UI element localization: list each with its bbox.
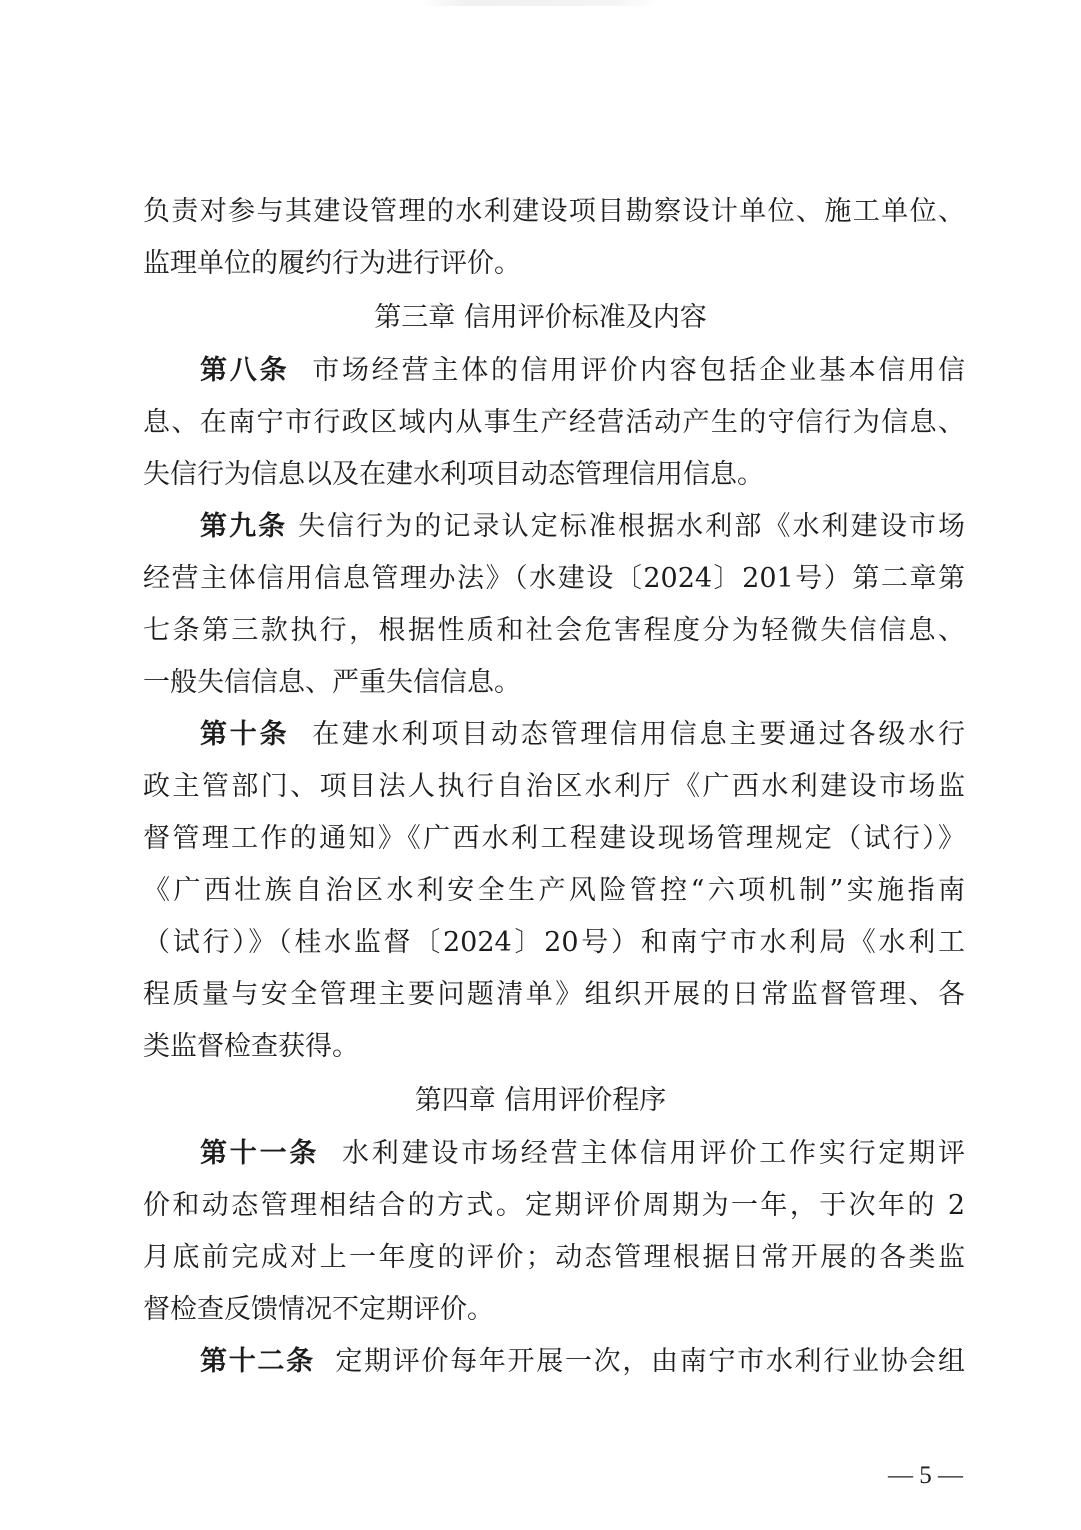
article-label: 第十二条: [200, 1346, 315, 1377]
article-first-line: 第十一条 水利建设市场经营主体信用评价工作实行定期评: [200, 1138, 966, 1169]
chapter-heading: 第三章 信用评价标准及内容: [374, 302, 707, 333]
article-label: 第十条: [200, 719, 290, 750]
paragraph-line: 失信行为信息以及在建水利项目动态管理信用信息。: [143, 459, 764, 490]
paragraph-line: 月底前完成对上一年度的评价；动态管理根据日常开展的各类监: [143, 1242, 965, 1273]
article-first-line: 第九条 失信行为的记录认定标准根据水利部《水利建设市场: [200, 511, 966, 542]
paragraph-line: （试行）》（桂水监督〔2024〕20号）和南宁市水利局《水利工: [143, 927, 965, 958]
article-label: 第八条: [200, 355, 290, 386]
paragraph-line: 类监督检查获得。: [143, 1031, 359, 1062]
scan-artifact: [420, 0, 660, 6]
paragraph-line: 价和动态管理相结合的方式。定期评价周期为一年，于次年的 2: [143, 1190, 965, 1221]
article-first-line: 第十二条 定期评价每年开展一次，由南宁市水利行业协会组: [200, 1346, 966, 1377]
paragraph-line: 督管理工作的通知》《广西水利工程建设现场管理规定（试行）》: [143, 823, 965, 854]
paragraph-line: 息、在南宁市行政区域内从事生产经营活动产生的守信行为信息、: [143, 407, 965, 438]
paragraph-line: 监理单位的履约行为进行评价。: [143, 248, 521, 279]
paragraph-line: 经营主体信用信息管理办法》（水建设〔2024〕201号）第二章第: [143, 563, 965, 594]
article-first-line: 第十条 在建水利项目动态管理信用信息主要通过各级水行: [200, 719, 966, 750]
paragraph-line: 《广西壮族自治区水利安全生产风险管控“六项机制”实施指南: [143, 875, 965, 906]
paragraph-line: 七条第三款执行，根据性质和社会危害程度分为轻微失信信息、: [143, 615, 965, 646]
page-number: — 5 —: [888, 1462, 963, 1489]
chapter-heading: 第四章 信用评价程序: [414, 1085, 667, 1116]
paragraph-line: 一般失信信息、严重失信信息。: [143, 667, 521, 698]
article-label: 第九条: [200, 511, 288, 542]
paragraph-line: 负责对参与其建设管理的水利建设项目勘察设计单位、施工单位、: [143, 196, 965, 227]
paragraph-line: 程质量与安全管理主要问题清单》组织开展的日常监督管理、各: [143, 979, 965, 1010]
article-label: 第十一条: [200, 1138, 320, 1169]
article-first-line: 第八条 市场经营主体的信用评价内容包括企业基本信用信: [200, 355, 966, 386]
paragraph-line: 政主管部门、项目法人执行自治区水利厅《广西水利建设市场监: [143, 771, 965, 802]
paragraph-line: 督检查反馈情况不定期评价。: [143, 1294, 494, 1325]
